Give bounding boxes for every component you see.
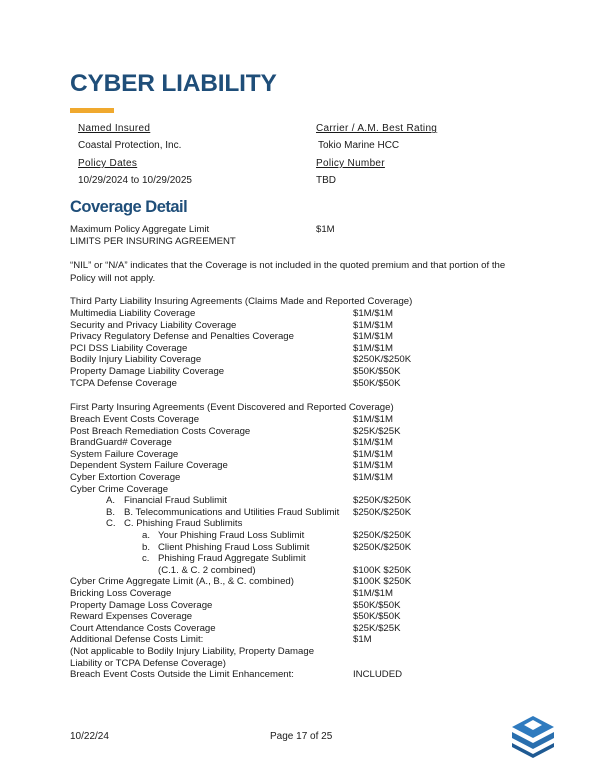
coverage-limit: $50K/$50K	[353, 611, 401, 623]
coverage-limit: $1M/$1M	[353, 414, 393, 425]
coverage-label: Financial Fraud Sublimit	[124, 495, 227, 507]
coverage-limit: $1M/$1M	[353, 472, 393, 483]
coverage-label: Dependent System Failure Coverage	[70, 460, 228, 472]
coverage-limit: $250K/$250K	[353, 530, 412, 541]
coverage-limit: $1M/$1M	[353, 308, 393, 319]
carrier-label: Carrier / A.M. Best Rating	[316, 123, 438, 134]
coverage-label: Cyber Extortion Coverage	[70, 472, 181, 483]
coverage-limit: $100K $250K	[353, 576, 412, 588]
policy-dates-value: 10/29/2024 to 10/29/2025	[78, 175, 192, 186]
coverage-label: Property Damage Loss Coverage	[70, 599, 213, 611]
coverage-label: Bodily Injury Liability Coverage	[70, 354, 202, 366]
first-party-heading: First Party Insuring Agreements (Event Discovered and Reported Coverage)	[70, 402, 394, 413]
named-insured-value: Coastal Protection, Inc.	[78, 140, 182, 151]
phishing-aggregate-limit: $100K $250K	[353, 564, 412, 576]
phishing-aggregate-label: (C.1. & C. 2 combined)	[158, 564, 256, 576]
coverage-label: C. Phishing Fraud Sublimits	[124, 518, 243, 530]
coverage-label: (Not applicable to Bodily Injury Liability, Property Damage	[70, 646, 315, 657]
coverage-limit: $25K/$25K	[353, 622, 401, 634]
coverage-label: Multimedia Liability Coverage	[70, 308, 196, 319]
aggregate-limit-label: Maximum Policy Aggregate Limit	[70, 224, 210, 235]
coverage-limit: $1M/$1M	[353, 588, 393, 599]
coverage-limit: $250K/$250K	[353, 506, 412, 518]
list-marker: C.	[106, 518, 116, 530]
company-logo-icon	[510, 714, 556, 758]
list-marker: c.	[142, 553, 150, 565]
coverage-label: Breach Event Costs Outside the Limit Enhancement:	[70, 669, 294, 681]
policy-number-value: TBD	[316, 175, 336, 186]
coverage-limit: $250K/$250K	[353, 541, 412, 553]
nil-note: “NIL” or “N/A” indicates that the Coverage is not included in the quoted premium and that portion of the Policy will not apply.	[70, 260, 506, 284]
coverage-label: Cyber Crime Aggregate Limit (A., B., & C. combined)	[70, 576, 294, 588]
named-insured-label: Named Insured	[78, 123, 151, 134]
limits-per-agreement-label: LIMITS PER INSURING AGREEMENT	[70, 236, 236, 247]
coverage-label: Post Breach Remediation Costs Coverage	[70, 425, 251, 437]
list-marker: A.	[106, 495, 116, 507]
third-party-heading: Third Party Liability Insuring Agreements (Claims Made and Reported Coverage)	[70, 296, 413, 307]
list-marker: a.	[142, 530, 151, 541]
coverage-label: Phishing Fraud Aggregate Sublimit	[158, 553, 306, 565]
coverage-label: System Failure Coverage	[70, 448, 179, 460]
coverage-label: Your Phishing Fraud Loss Sublimit	[158, 530, 305, 541]
coverage-limit: $50K/$50K	[353, 599, 401, 611]
footer-date: 10/22/24	[70, 731, 109, 742]
coverage-limit: $1M/$1M	[353, 437, 393, 449]
coverage-limit: $250K/$250K	[353, 354, 412, 366]
coverage-label: Reward Expenses Coverage	[70, 611, 193, 623]
list-marker: B.	[106, 506, 116, 518]
policy-dates-label: Policy Dates	[78, 158, 138, 169]
coverage-label: B. Telecommunications and Utilities Fraud Sublimit	[124, 506, 340, 518]
coverage-limit: $1M/$1M	[353, 342, 393, 354]
coverage-limit: $250K/$250K	[353, 495, 412, 507]
coverage-limit: $25K/$25K	[353, 425, 401, 437]
coverage-label: Property Damage Liability Coverage	[70, 366, 225, 377]
page-title: CYBER LIABILITY	[70, 70, 277, 97]
coverage-limit: $1M/$1M	[353, 460, 393, 472]
coverage-limit: INCLUDED	[353, 669, 403, 681]
coverage-limit: $1M/$1M	[353, 448, 393, 460]
coverage-limit: $1M	[353, 634, 372, 646]
coverage-detail-heading: Coverage Detail	[70, 198, 188, 216]
policy-number-label: Policy Number	[316, 158, 385, 169]
aggregate-limit-value: $1M	[316, 224, 335, 235]
coverage-label: TCPA Defense Coverage	[70, 377, 178, 389]
coverage-label: Bricking Loss Coverage	[70, 588, 172, 599]
coverage-label: Client Phishing Fraud Loss Sublimit	[158, 541, 310, 553]
cyber-crime-label: Cyber Crime Coverage	[70, 483, 169, 495]
coverage-label: Security and Privacy Liability Coverage	[70, 319, 237, 331]
footer-page-number: Page 17 of 25	[270, 731, 333, 742]
coverage-label: PCI DSS Liability Coverage	[70, 342, 188, 354]
coverage-label: Additional Defense Costs Limit:	[70, 634, 204, 646]
coverage-limit: $50K/$50K	[353, 366, 401, 377]
coverage-label: Privacy Regulatory Defense and Penalties Coverage	[70, 331, 294, 343]
coverage-label: BrandGuard# Coverage	[70, 437, 172, 449]
list-marker: b.	[142, 541, 151, 553]
coverage-label: Breach Event Costs Coverage	[70, 414, 200, 425]
title-accent-bar	[70, 108, 114, 113]
coverage-limit: $1M/$1M	[353, 319, 393, 331]
coverage-limit: $50K/$50K	[353, 377, 401, 389]
coverage-limit: $1M/$1M	[353, 331, 393, 343]
coverage-label: Court Attendance Costs Coverage	[70, 622, 216, 634]
coverage-label: Liability or TCPA Defense Coverage)	[70, 657, 226, 669]
carrier-value: Tokio Marine HCC	[318, 140, 400, 151]
